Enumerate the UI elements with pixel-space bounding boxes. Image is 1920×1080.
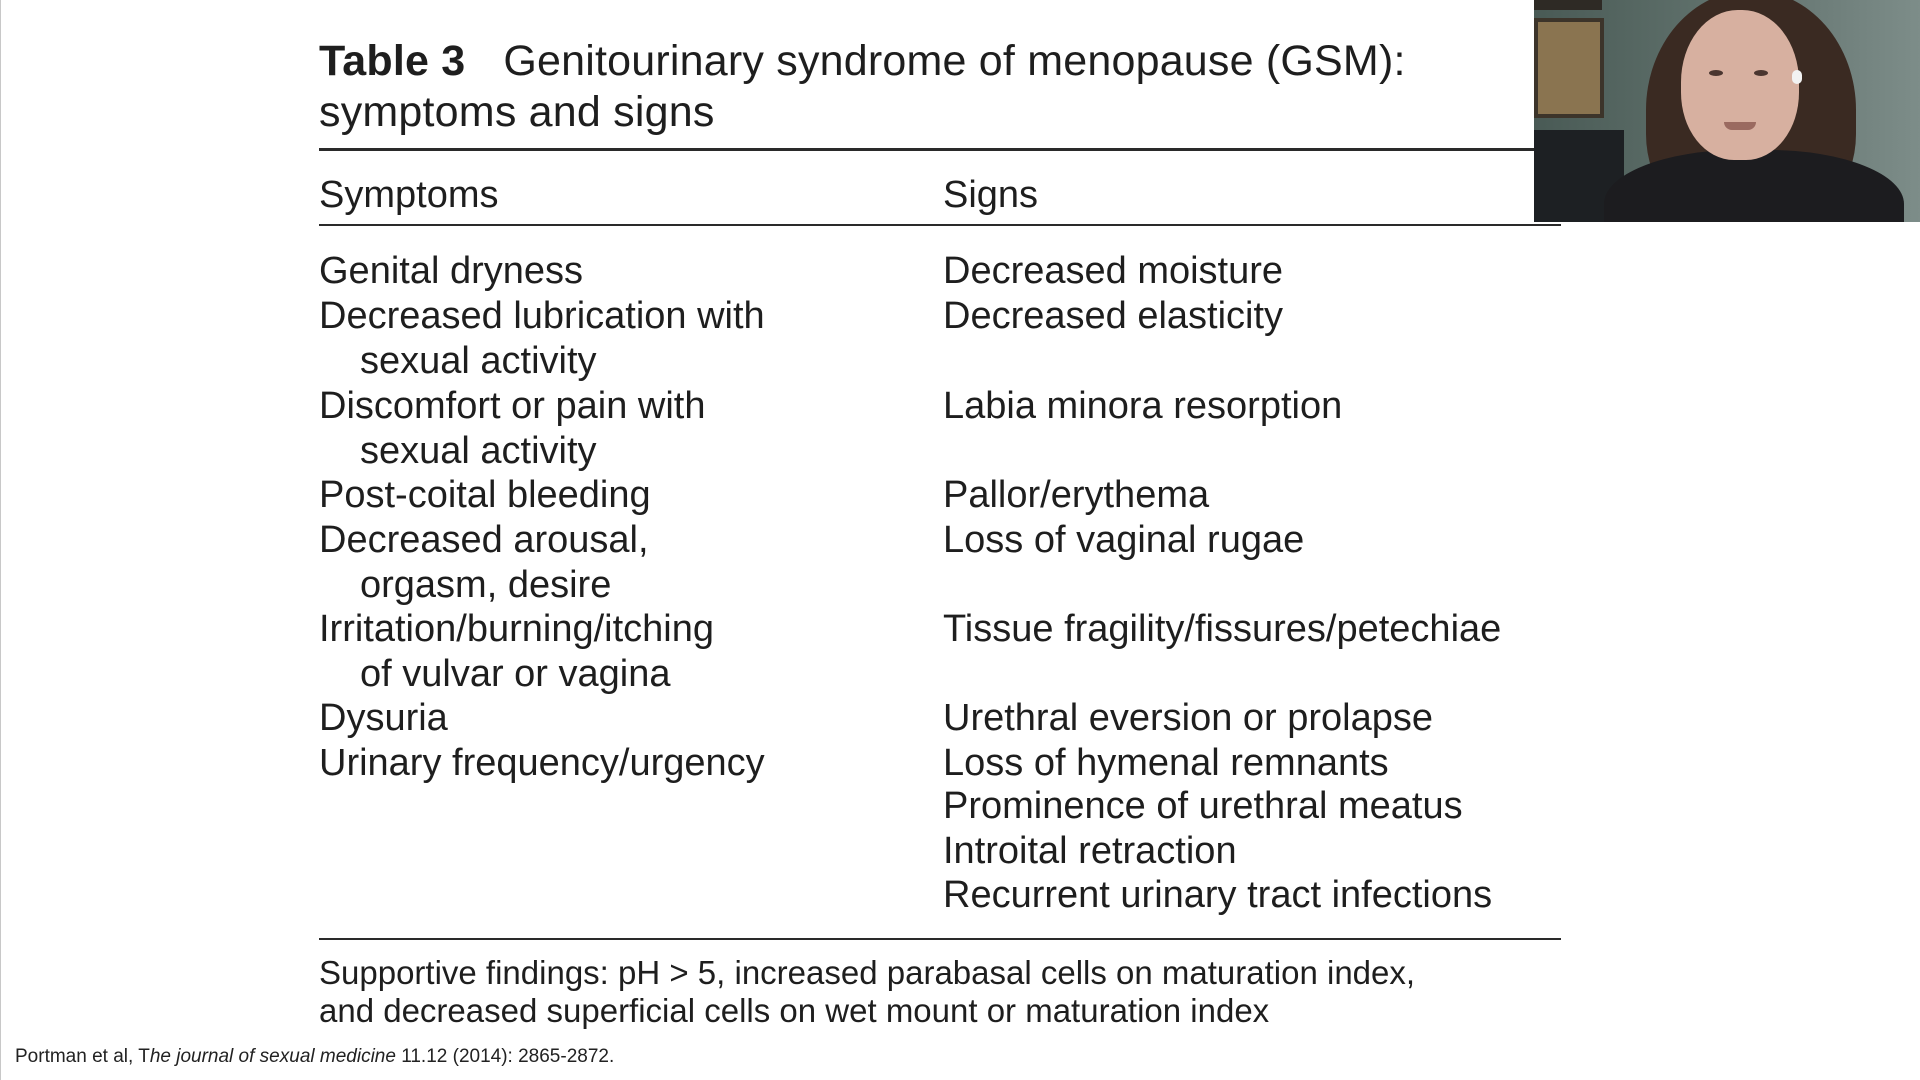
- symptom-item: [319, 473, 651, 518]
- table-title: [319, 36, 1539, 138]
- presenter-face: [1681, 10, 1799, 160]
- citation-journal: he journal of sexual medicine: [149, 1046, 396, 1067]
- sign-item: Loss of hymenal remnants: [943, 742, 1389, 784]
- symptom-text: Dysuria: [319, 697, 448, 739]
- symptom-continuation: orgasm, desire: [360, 564, 612, 606]
- citation: [15, 1046, 614, 1068]
- symptom-text: Decreased lubrication with: [319, 295, 765, 337]
- symptom-continuation: sexual activity: [360, 430, 597, 472]
- sign-item: Pallor/erythema: [943, 474, 1210, 516]
- sign-item: Loss of vaginal rugae: [943, 519, 1305, 561]
- symptom-text: Decreased arousal,: [319, 519, 649, 561]
- table-footnote: [319, 954, 1579, 1030]
- presenter-eye: [1754, 70, 1768, 76]
- symptom-text: Urinary frequency/urgency: [319, 742, 765, 784]
- symptom-item: [319, 741, 765, 786]
- citation-authors: Portman et al, T: [15, 1046, 150, 1067]
- citation-details: 11.12 (2014): 2865-2872.: [395, 1046, 615, 1067]
- symptom-item: [319, 696, 448, 741]
- symptom-text: Genital dryness: [319, 250, 584, 292]
- sign-item: Labia minora resorption: [943, 385, 1343, 427]
- symptom-item: [319, 518, 649, 608]
- symptom-continuation: of vulvar or vagina: [360, 653, 671, 695]
- wall-picture: [1534, 18, 1604, 118]
- sign-item: Tissue fragility/fissures/petechiae: [943, 608, 1502, 650]
- footnote-line2: and decreased superficial cells on wet mount or maturation index: [319, 992, 1270, 1029]
- symptom-continuation: sexual activity: [360, 340, 597, 382]
- symptom-item: [319, 384, 705, 474]
- earbud-icon: [1792, 70, 1802, 84]
- presenter-eye: [1709, 70, 1723, 76]
- sign-item: Introital retraction: [943, 830, 1237, 872]
- symptom-text: Discomfort or pain with: [319, 385, 706, 427]
- wall-frame: [1534, 0, 1602, 10]
- header-rule: [319, 224, 1561, 226]
- sign-item: Urethral eversion or prolapse: [943, 697, 1434, 739]
- signs-column-header: Signs: [943, 174, 1039, 216]
- symptom-item: [319, 249, 583, 294]
- symptom-item: [319, 294, 765, 384]
- symptom-text: Post-coital bleeding: [319, 474, 651, 516]
- symptoms-column-header: Symptoms: [319, 174, 499, 216]
- footnote-line1: Supportive findings: pH > 5, increased parabasal cells on maturation index,: [319, 954, 1416, 991]
- sign-item: Recurrent urinary tract infections: [943, 874, 1493, 916]
- table-title-line1: Genitourinary syndrome of menopause (GSM):: [503, 37, 1406, 85]
- symptom-item: [319, 607, 714, 697]
- sign-item: Prominence of urethral meatus: [943, 785, 1463, 827]
- footer-rule: [319, 938, 1561, 940]
- presenter-webcam-video[interactable]: [1534, 0, 1920, 222]
- table-number: Table 3: [319, 37, 466, 85]
- sign-item: Decreased elasticity: [943, 295, 1284, 337]
- sign-item: Decreased moisture: [943, 250, 1284, 292]
- symptom-text: Irritation/burning/itching: [319, 608, 714, 650]
- presenter-mouth: [1724, 122, 1756, 130]
- top-rule: [319, 148, 1561, 151]
- table-title-line2: symptoms and signs: [319, 88, 715, 136]
